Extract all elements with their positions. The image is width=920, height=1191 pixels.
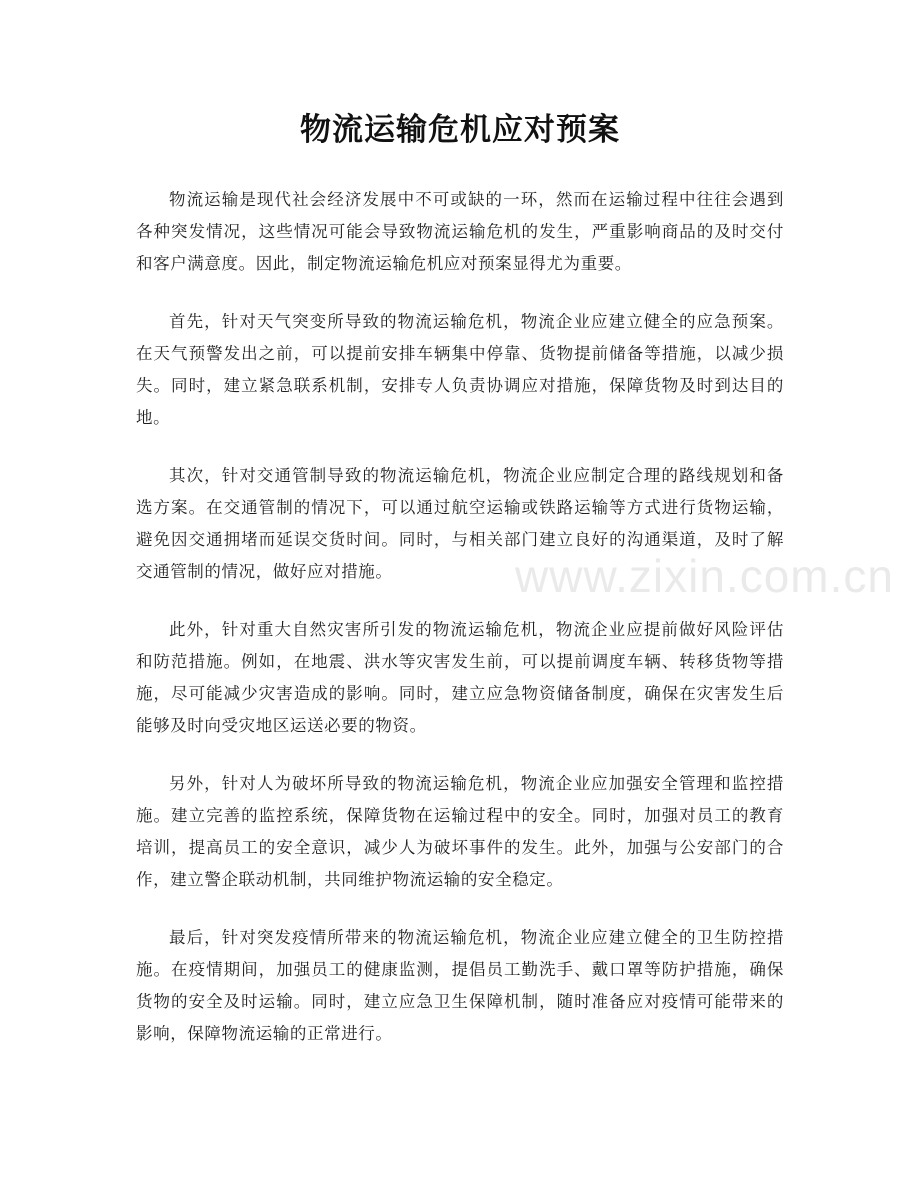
paragraph-epidemic: 最后，针对突发疫情所带来的物流运输危机，物流企业应建立健全的卫生防控措施。在疫情期间，加强员工的健康监测，提倡员工勤洗手、戴口罩等防护措施，确保货物的安全及时运输。同时，建立应急卫生保障机制，随时准备应对疫情可能带来的影响，保障物流运输的正常进行。 xyxy=(136,928,784,1043)
document-title: 物流运输危机应对预案 xyxy=(300,112,620,148)
paragraph-sabotage: 另外，针对人为破坏所导致的物流运输危机，物流企业应加强安全管理和监控措施。建立完善的监控系统，保障货物在运输过程中的安全。同时，加强对员工的教育培训，提高员工的安全意识，减少人为破坏事件的发生。此外，加强与公安部门的合作，建立警企联动机制，共同维护物流运输的安全稳定。 xyxy=(136,774,784,889)
paragraph-traffic: 其次，针对交通管制导致的物流运输危机，物流企业应制定合理的路线规划和备选方案。在交通管制的情况下，可以通过航空运输或铁路运输等方式进行货物运输，避免因交通拥堵而延误交货时间。同时，与相关部门建立良好的沟通渠道，及时了解交通管制的情况，做好应对措施。 xyxy=(136,466,784,581)
paragraph-weather: 首先，针对天气突变所导致的物流运输危机，物流企业应建立健全的应急预案。在天气预警发出之前，可以提前安排车辆集中停靠、货物提前储备等措施，以减少损失。同时，建立紧急联系机制，安排专人负责协调应对措施，保障货物及时到达目的地。 xyxy=(136,312,784,427)
watermark-text: www.zixin.com.cn xyxy=(515,550,894,602)
paragraph-disaster: 此外，针对重大自然灾害所引发的物流运输危机，物流企业应提前做好风险评估和防范措施。例如，在地震、洪水等灾害发生前，可以提前调度车辆、转移货物等措施，尽可能减少灾害造成的影响。同时，建立应急物资储备制度，确保在灾害发生后能够及时向受灾地区运送必要的物资。 xyxy=(136,620,784,735)
paragraph-intro: 物流运输是现代社会经济发展中不可或缺的一环，然而在运输过程中往往会遇到各种突发情况，这些情况可能会导致物流运输危机的发生，严重影响商品的及时交付和客户满意度。因此，制定物流运输危机应对预案显得尤为重要。 xyxy=(136,190,784,273)
document-body xyxy=(136,184,784,1076)
